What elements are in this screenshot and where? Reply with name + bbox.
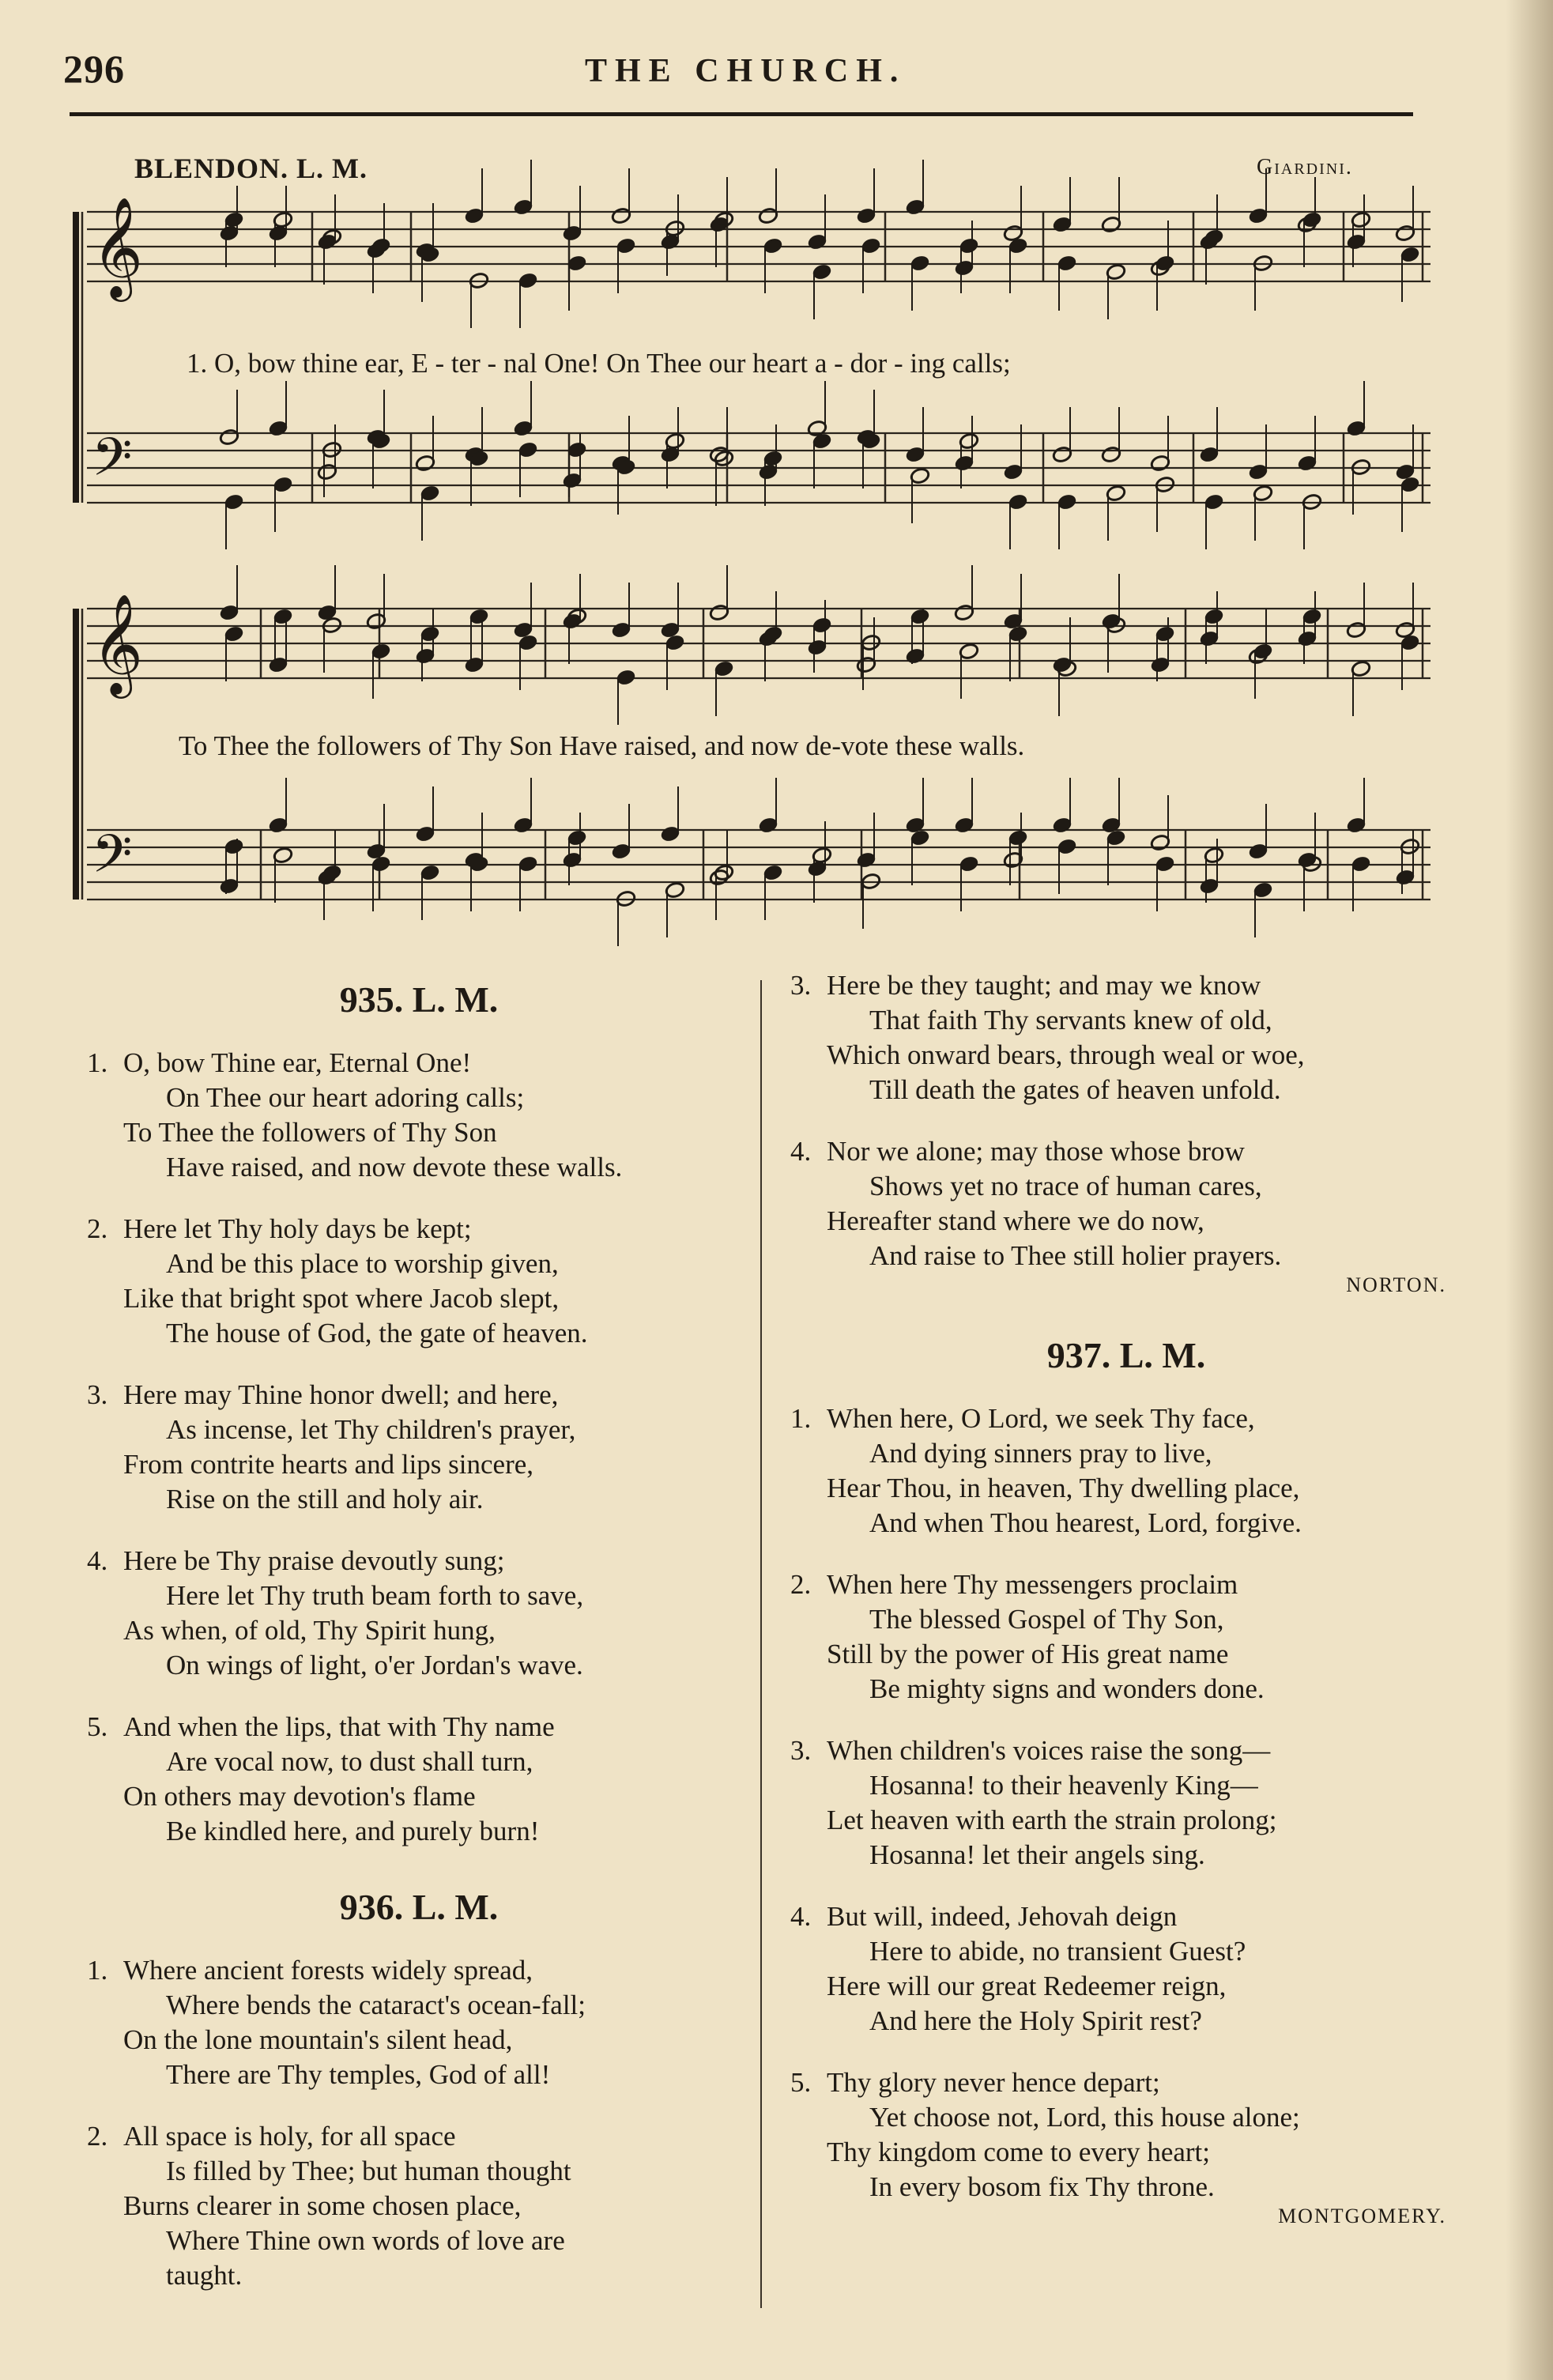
stanza-line: Which onward bears, through weal or woe, — [827, 1039, 1305, 1070]
stanza-number: 1. — [87, 1955, 108, 1986]
stanza-line-text: Here may Thine honor dwell; and here, — [123, 1379, 559, 1410]
stanza-number: 5. — [87, 1711, 108, 1742]
system-brace — [73, 212, 79, 503]
stanza-line: The blessed Gospel of Thy Son, — [869, 1604, 1224, 1635]
stanza-line: Is filled by Thee; but human thought — [166, 2156, 571, 2186]
stanza-number: 1. — [87, 1047, 108, 1078]
stanza-line: The house of God, the gate of heaven. — [166, 1318, 588, 1348]
stanza-line: And here the Holy Spirit rest? — [869, 2005, 1202, 2036]
stanza-line: Let heaven with earth the strain prolong; — [827, 1805, 1277, 1835]
stanza — [87, 1544, 751, 1683]
stanza-number: 3. — [87, 1379, 108, 1410]
stanza-line-text: And when the lips, that with Thy name — [123, 1711, 555, 1742]
stanza — [87, 1212, 751, 1351]
stanza — [87, 1378, 751, 1517]
stanza-line-text: Here let Thy holy days be kept; — [123, 1213, 472, 1244]
stanza-line: Hosanna! let their angels sing. — [869, 1839, 1205, 1870]
left-column — [87, 968, 751, 2320]
stanza-line: Here to abide, no transient Guest? — [869, 1936, 1246, 1967]
bar-lines — [73, 212, 1423, 900]
stanza — [790, 968, 1462, 1107]
page-number: 296 — [63, 47, 125, 91]
tune-name: BLENDON. L. M. — [134, 153, 368, 184]
stanza-line: On Thee our heart adoring calls; — [166, 1082, 525, 1113]
stanza-number: 2. — [790, 1569, 812, 1600]
system-brace — [73, 609, 79, 900]
stanza — [87, 2119, 751, 2293]
stanza-line: Be kindled here, and purely burn! — [166, 1816, 540, 1846]
stanza-line: Where Thine own words of love are — [166, 2225, 565, 2256]
stanza-line: To Thee the followers of Thy Son — [123, 1117, 497, 1148]
stanza — [790, 1899, 1462, 2039]
stanza-line: Hear Thou, in heaven, Thy dwelling place, — [827, 1473, 1300, 1503]
clef-signs — [92, 196, 143, 897]
stanza — [87, 1046, 751, 1185]
bass-clef-icon: 𝄢 — [92, 427, 133, 500]
note-heads — [219, 160, 1420, 946]
stanza-number: 3. — [790, 1735, 812, 1766]
stanza-first-line — [87, 1544, 751, 1578]
stanza-number: 1. — [790, 1403, 812, 1434]
stanza-line: Rise on the still and holy air. — [166, 1484, 484, 1514]
stanza-line-text: Thy glory never hence depart; — [827, 2067, 1160, 2098]
stanza-first-line — [790, 1134, 1462, 1169]
stanza-line-text: Here be Thy praise devoutly sung; — [123, 1545, 505, 1576]
column-divider — [760, 980, 762, 2308]
stanza-number: 4. — [87, 1545, 108, 1576]
stanza-line: Be mighty signs and wonders done. — [869, 1673, 1265, 1704]
stanza-number: 4. — [790, 1901, 812, 1932]
stanza-first-line — [790, 1401, 1462, 1436]
stanza — [87, 1953, 751, 2092]
stanza-first-line — [790, 2065, 1462, 2100]
stanza-line-text: Nor we alone; may those whose brow — [827, 1136, 1245, 1167]
stanza-number: 3. — [790, 970, 812, 1001]
stanza-line: As incense, let Thy children's prayer, — [166, 1414, 576, 1445]
stanza-line: Till death the gates of heaven unfold. — [869, 1074, 1281, 1105]
treble-clef-icon: 𝄞 — [92, 593, 144, 694]
stanza-line: There are Thy temples, God of all! — [166, 2059, 551, 2090]
stanza-line: Hereafter stand where we do now, — [827, 1205, 1204, 1236]
stanza — [790, 1401, 1462, 1541]
stanza-first-line — [790, 1733, 1462, 1768]
stanza-number: 5. — [790, 2067, 812, 2098]
stanza-first-line — [87, 1212, 751, 1247]
running-title: THE CHURCH. — [585, 53, 907, 89]
stanza-line: And raise to Thee still holier prayers. — [869, 1240, 1282, 1271]
stanza-line: On the lone mountain's silent head, — [123, 2024, 513, 2055]
right-column — [790, 968, 1462, 2255]
stanza-line-text: Here be they taught; and may we know — [827, 970, 1261, 1001]
stanza — [790, 1733, 1462, 1873]
stanza-line-text: Where ancient forests widely spread, — [123, 1955, 533, 1986]
bass-clef-icon: 𝄢 — [92, 824, 133, 897]
stanza-line: As when, of old, Thy Spirit hung, — [123, 1615, 496, 1646]
stanza-line: From contrite hearts and lips sincere, — [123, 1449, 534, 1480]
stanza-line: Burns clearer in some chosen place, — [123, 2190, 522, 2221]
stanza-number: 4. — [790, 1136, 812, 1167]
stanza-line: That faith Thy servants knew of old, — [869, 1005, 1272, 1035]
tune-lyrics-line-1: 1. O, bow thine ear, E - ter - nal One! On Thee our heart a - dor - ing calls; — [187, 348, 1011, 379]
stanza-first-line — [790, 968, 1462, 1003]
stanza-line: Here let Thy truth beam forth to save, — [166, 1580, 584, 1611]
hymn-number-heading: 936. L. M. — [339, 1887, 499, 1927]
stanza-number: 2. — [87, 2121, 108, 2152]
stanza-first-line — [790, 1567, 1462, 1602]
treble-clef-icon: 𝄞 — [92, 196, 144, 297]
stanza-line: On wings of light, o'er Jordan's wave. — [166, 1650, 583, 1680]
hymn-number-heading: 937. L. M. — [1046, 1335, 1206, 1375]
stanza-line: Here will our great Redeemer reign, — [827, 1971, 1227, 2001]
stanza-line: And dying sinners pray to live, — [869, 1438, 1212, 1469]
stanza-line: Hosanna! to their heavenly King— — [869, 1770, 1258, 1801]
stanza-number: 2. — [87, 1213, 108, 1244]
stanza-line-text: When here, O Lord, we seek Thy face, — [827, 1403, 1255, 1434]
hymn-author: MONTGOMERY. — [1278, 2205, 1446, 2227]
stanza-line-text: When here Thy messengers proclaim — [827, 1569, 1238, 1600]
stanza-first-line — [790, 1899, 1462, 1934]
stanza — [790, 1134, 1462, 1273]
stanza-first-line — [87, 1046, 751, 1081]
stanza-first-line — [87, 2119, 751, 2154]
stanza-first-line — [87, 1378, 751, 1413]
stanza-first-line — [87, 1710, 751, 1744]
hymn-number-heading: 935. L. M. — [339, 979, 499, 1020]
stanza-line-text: When children's voices raise the song— — [827, 1735, 1271, 1766]
stanza-line: Still by the power of His great name — [827, 1639, 1229, 1669]
stanza-line: Shows yet no trace of human cares, — [869, 1171, 1262, 1201]
composer-name: Giardini. — [1257, 155, 1353, 179]
stanza-line: Like that bright spot where Jacob slept, — [123, 1283, 560, 1314]
stanza-line: And be this place to worship given, — [166, 1248, 559, 1279]
stanza-line: In every bosom fix Thy throne. — [869, 2171, 1215, 2202]
stanza — [790, 2065, 1462, 2205]
tune-lyrics-line-2: To Thee the followers of Thy Son Have raised, and now de-vote these walls. — [179, 730, 1025, 761]
stanza-line: Have raised, and now devote these walls. — [166, 1152, 623, 1182]
stanza-line: And when Thou hearest, Lord, forgive. — [869, 1507, 1302, 1538]
hymn-author: NORTON. — [1346, 1273, 1446, 1296]
stanza-line: taught. — [166, 2260, 243, 2291]
stanza-line: On others may devotion's flame — [123, 1781, 476, 1812]
stanza-line-text: O, bow Thine ear, Eternal One! — [123, 1047, 472, 1078]
stanza-line: Thy kingdom come to every heart; — [827, 2137, 1210, 2167]
stanza — [790, 1567, 1462, 1707]
stanza-line: Yet choose not, Lord, this house alone; — [869, 2102, 1300, 2133]
stanza-first-line — [87, 1953, 751, 1988]
stanza-line-text: All space is holy, for all space — [123, 2121, 456, 2152]
stanza-line-text: But will, indeed, Jehovah deign — [827, 1901, 1178, 1932]
staff-lines — [87, 212, 1430, 900]
music-score — [0, 0, 1553, 949]
stanza — [87, 1710, 751, 1849]
stanza-line: Where bends the cataract's ocean-fall; — [166, 1990, 586, 2020]
stanza-line: Are vocal now, to dust shall turn, — [166, 1746, 533, 1777]
